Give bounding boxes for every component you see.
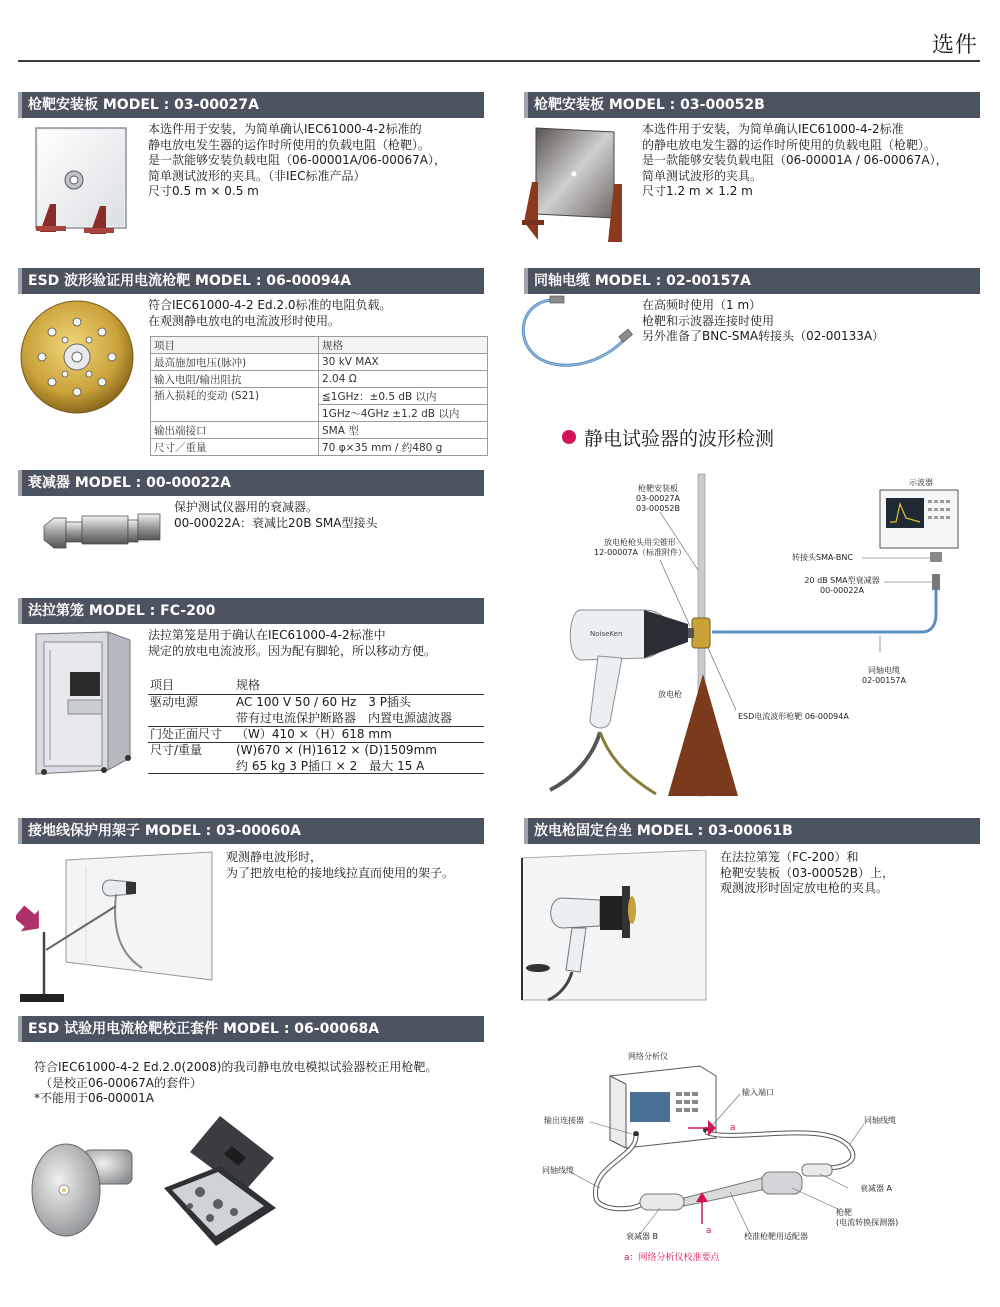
table-cell: AC 100 V 50 / 60 Hz 3 P插头 带有过电流保护断路器 内置电源滤波器 xyxy=(236,695,453,725)
section-header-02-00157A: 同轴电缆 MODEL : 02-00157A xyxy=(524,268,980,294)
table-cell: 尺寸／重量 xyxy=(151,439,319,456)
section-description: 在法拉第笼（FC-200）和 枪靶安装板（03-00052B）上， 观测波形时固定放电枪的夹具。 xyxy=(720,850,895,895)
table-row xyxy=(151,371,488,388)
section-description: 法拉第笼是用于确认在IEC61000-4-2标准中 规定的放电电流波形。因为配有脚轮，所以移动方便。 xyxy=(148,628,437,658)
table-row xyxy=(151,439,488,456)
section-header-03-00052B: 枪靶安装板 MODEL : 03-00052B xyxy=(524,92,980,118)
diagram-title: 静电试验器的波形检测 xyxy=(584,428,775,450)
section-description: 符合IEC61000-4-2 Ed.2.0(2008)的我司静电放电模拟试验器校正用枪靶。 （是校正06-00067A的套件） *不能用于06-00001A xyxy=(34,1060,438,1105)
label-attenuator: 20 dB SMA型衰减器 00-00022A xyxy=(804,576,880,595)
table-cell: 输入电阻/输出阻抗 xyxy=(151,371,319,388)
waveform-setup-diagram xyxy=(540,460,980,800)
table-cell: 30 kV MAX xyxy=(319,354,488,371)
table-row xyxy=(151,354,488,371)
section-description: 保护测试仪器用的衰减器。 00-00022A：衰减比20B SMA型接头 xyxy=(174,500,378,530)
table-divider xyxy=(148,773,484,774)
table-cell: 输出端接口 xyxy=(151,422,319,439)
bullet-dot-icon xyxy=(562,430,576,444)
label-network-analyzer: 网络分析仪 xyxy=(628,1052,668,1061)
label-discharge-gun: 放电枪 xyxy=(658,690,682,699)
faraday-cage-photo xyxy=(30,630,134,776)
table-cell: 2.04 Ω xyxy=(319,371,488,388)
table-cell: 门处正面尺寸 xyxy=(150,727,223,741)
section-description: 观测静电波形时， 为了把放电枪的接地线拉直而使用的架子。 xyxy=(226,850,455,880)
section-header-FC-200: 法拉第笼 MODEL : FC-200 xyxy=(18,598,484,624)
ground-wire-stand-photo xyxy=(16,850,216,1008)
coaxial-cable-photo xyxy=(514,292,634,382)
target-board-large-photo xyxy=(522,122,632,244)
table-cell: （W）410 ×（H）618 mm xyxy=(236,727,392,741)
table-cell: 规格 xyxy=(319,337,488,354)
label-target-board: 枪靶安装板 03-00027A 03-00052B xyxy=(635,484,680,513)
label-discharge-tip: 放电枪枪头用尖锥形 12-00007A（标准附件） xyxy=(594,538,686,557)
table-cell: 插入损耗的变动 (S21) xyxy=(151,388,319,422)
calibration-note: a：网络分析仪校准要点 xyxy=(624,1253,720,1263)
table-cell: 项目 xyxy=(150,678,175,692)
table-row xyxy=(151,337,488,354)
section-description: 符合IEC61000-4-2 Ed.2.0标准的电阻负载。 在观测静电放电的电流波形时使用。 xyxy=(148,298,392,328)
label-input-port: 输入端口 xyxy=(742,1088,774,1097)
gun-fixture-photo xyxy=(518,850,708,1002)
label-current-target: ESD电流波形枪靶 06-00094A xyxy=(738,712,849,721)
page-title: 选件 xyxy=(931,33,978,58)
label-current-probe: 枪靶 (电流转换探测器) xyxy=(836,1208,899,1227)
table-cell: 尺寸/重量 xyxy=(150,743,203,757)
target-board-small-photo xyxy=(24,120,134,240)
calibration-target-photo xyxy=(30,1130,140,1240)
label-output-connector: 输出连接器 xyxy=(544,1116,584,1125)
table-cell: ≦1GHz：±0.5 dB 以内 xyxy=(319,388,488,405)
table-cell: 规格 xyxy=(236,678,261,692)
table-row xyxy=(151,422,488,439)
section-description: 本选件用于安装，为简单确认IEC61000-4-2标准 的静电放电发生器的运作时所使用的负载电阻（枪靶）。 是一款能够安装负载电阻（06-00001A / 06-00067A）， 简单测试波形的夹具。 尺寸1.2 m × 1.2 m xyxy=(642,122,948,198)
label-cal-point-a-bottom: a xyxy=(706,1226,712,1236)
section-header-03-00060A: 接地线保护用架子 MODEL : 03-00060A xyxy=(18,818,484,844)
title-rule xyxy=(18,60,980,62)
label-attenuator-b: 衰减器 B xyxy=(626,1232,659,1241)
section-header-06-00068A: ESD 试验用电流枪靶校正套件 MODEL : 06-00068A xyxy=(18,1016,484,1042)
calibration-kit-case-photo xyxy=(160,1112,280,1250)
label-target-adapter: 校准枪靶用适配器 xyxy=(744,1232,808,1241)
spec-table-FC-200 xyxy=(148,678,484,774)
table-cell: SMA 型 xyxy=(319,422,488,439)
spec-table-06-00094A xyxy=(150,336,488,456)
section-header-03-00027A: 枪靶安装板 MODEL : 03-00027A xyxy=(18,92,484,118)
section-description: 本选件用于安装，为简单确认IEC61000-4-2标准的 静电放电发生器的运作时所使用的负载电阻（枪靶）。 是一款能够安装负载电阻（06-00001A/06-00067A）， 简单测试波形的夹具。（非IEC标准产品） 尺寸0.5 m × 0.5 m xyxy=(148,122,447,198)
label-coaxial-cable: 同轴电缆 02-00157A xyxy=(862,666,906,685)
table-cell: 最高施加电压(脉冲) xyxy=(151,354,319,371)
table-cell: 1GHz～4GHz ±1.2 dB 以内 xyxy=(319,405,488,422)
table-cell: 项目 xyxy=(151,337,319,354)
section-header-06-00094A: ESD 波形验证用电流枪靶 MODEL : 06-00094A xyxy=(18,268,484,294)
table-cell: 70 φ×35 mm / 约480 g xyxy=(319,439,488,456)
gun-brand-text: NoiseKen xyxy=(590,630,623,638)
label-attenuator-a: 衰减器 A xyxy=(860,1184,893,1193)
table-cell: 驱动电源 xyxy=(150,695,199,709)
section-header-00-00022A: 衰减器 MODEL : 00-00022A xyxy=(18,470,484,496)
table-row xyxy=(151,388,488,405)
label-cal-point-a-top: a xyxy=(730,1123,736,1133)
section-header-03-00061B: 放电枪固定台坐 MODEL : 03-00061B xyxy=(524,818,980,844)
label-oscilloscope: 示波器 xyxy=(909,478,933,487)
section-description: 在高频时使用（1 m） 枪靶和示波器连接时使用 另外准备了BNC-SMA转接头（02-00133A） xyxy=(642,298,885,343)
label-cable-left: 同轴线缆 xyxy=(542,1166,574,1175)
attenuator-photo xyxy=(40,504,164,554)
label-sma-bnc-adapter: 转接头SMA-BNC xyxy=(792,553,853,562)
label-cable-right: 同轴线缆 xyxy=(864,1116,896,1125)
table-cell: (W)670 × (H)1612 × (D)1509mm 约 65 kg 3 P插口 × 2 最大 15 A xyxy=(236,743,437,773)
brass-current-target-photo xyxy=(20,298,138,416)
